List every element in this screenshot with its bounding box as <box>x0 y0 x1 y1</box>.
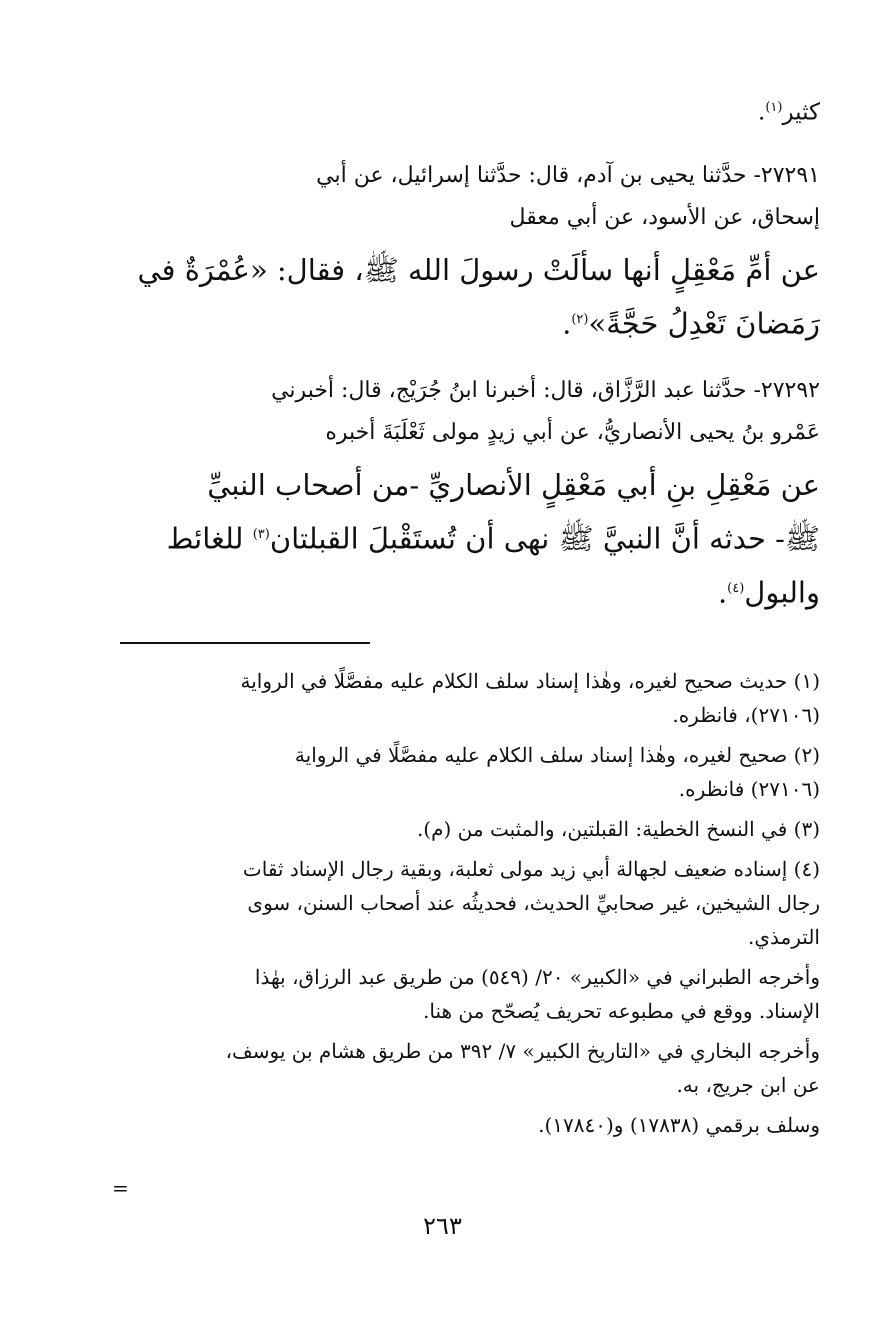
footnote-line: (٣) في النسخ الخطية: القبلتين، والمثبت من (م). <box>416 816 820 841</box>
footnote-ref-4: (٤) <box>727 580 745 596</box>
footnote-line: وسلف برقمي (١٧٨٣٨) و(١٧٨٤٠). <box>538 1112 820 1137</box>
footnote-ref-2: (٢) <box>571 311 589 327</box>
matn-text: والبول <box>744 575 820 610</box>
footnote-ref-1: (١) <box>765 100 783 115</box>
matn-line <box>120 295 820 349</box>
page-body <box>120 88 820 1148</box>
footnotes <box>120 664 820 1142</box>
continuation-text: كثير <box>782 99 820 126</box>
matn-line <box>120 510 820 564</box>
hadith-27292-matn <box>120 460 820 617</box>
footnote-ref-3: (٣) <box>252 527 270 543</box>
matn-text: رَمَضانَ تَعْدِلُ حَجَّةً» <box>588 306 820 341</box>
matn-line <box>120 564 820 618</box>
hadith-27292-isnad <box>120 370 820 454</box>
continuation-line <box>120 88 820 133</box>
matn-line: عن أمِّ مَعْقِلٍ أنها سألَتْ رسولَ الله ﷺ، فقال: «عُمْرَةٌ في <box>137 252 820 287</box>
footnote-line: وأخرجه البخاري في «التاريخ الكبير» ٧/ ٣٩٢ من طريق هشام بن يوسف، <box>225 1038 820 1063</box>
footnote-separator <box>120 642 370 644</box>
matn-end: . <box>717 575 728 610</box>
matn-end: . <box>562 306 572 341</box>
footnote-line: وأخرجه الطبراني في «الكبير» ٢٠/ (٥٤٩) من طريق عبد الرزاق، بهٰذا <box>254 964 820 989</box>
footnote-4-bukhari <box>120 1034 820 1102</box>
continuation-marker: = <box>112 1176 129 1200</box>
footnote-line: عن ابن جريج، به. <box>676 1072 820 1097</box>
isnad-line: إسحاق، عن الأسود، عن أبي معقل <box>509 204 820 230</box>
hadith-27291-isnad <box>120 155 820 239</box>
footnote-line: (٤) إسناده ضعيف لجهالة أبي زيد مولى ثعلبة، وبقية رجال الإسناد ثقات <box>242 856 820 881</box>
footnote-3 <box>120 812 820 846</box>
footnote-line: (٢) صحيح لغيره، وهٰذا إسناد سلف الكلام عليه مفصَّلًا في الرواية <box>294 742 820 767</box>
matn-text: للغائط <box>166 521 253 556</box>
footnote-4-tabari <box>120 960 820 1028</box>
hadith-27291-matn <box>120 245 820 349</box>
footnote-line: (١) حديث صحيح لغيره، وهٰذا إسناد سلف الكلام عليه مفصَّلًا في الرواية <box>240 668 820 693</box>
page-number: ٢٦٣ <box>423 1212 462 1240</box>
isnad-line: ٢٧٢٩١- حدَّثنا يحيى بن آدم، قال: حدَّثنا إسرائيل، عن أبي <box>316 162 820 188</box>
matn-text: ﷺ- حدثه أنَّ النبيَّ ﷺ نهى أن تُستَقْبلَ القبلتان <box>269 521 820 556</box>
footnote-line: (٢٧١٠٦)، فانظره. <box>672 702 820 727</box>
isnad-line: ٢٧٢٩٢- حدَّثنا عبد الرَّزَّاق، قال: أخبرنا ابنُ جُرَيْج، قال: أخبرني <box>271 378 820 404</box>
footnote-line: الإسناد. ووقع في مطبوعه تحريف يُصحّح من هنا. <box>423 998 820 1023</box>
footnote-4-cross-ref <box>120 1108 820 1142</box>
isnad-line: عَمْرو بنُ يحيى الأنصاريُّ، عن أبي زيدٍ مولى ثَعْلَبَةَ أخبره <box>325 420 820 446</box>
footnote-line: الترمذي. <box>748 924 820 949</box>
matn-line: عن مَعْقِلِ بنِ أبي مَعْقِلٍ الأنصاريِّ -من أصحاب النبيِّ <box>207 468 820 503</box>
footnote-2 <box>120 738 820 806</box>
footnote-line: (٢٧١٠٦) فانظره. <box>678 776 820 801</box>
continuation-end: . <box>758 99 766 126</box>
footnote-4 <box>120 852 820 954</box>
footnote-line: رجال الشيخين، غير صحابيِّ الحديث، فحديثُه عند أصحاب السنن، سوى <box>247 890 820 915</box>
footnote-1 <box>120 664 820 732</box>
